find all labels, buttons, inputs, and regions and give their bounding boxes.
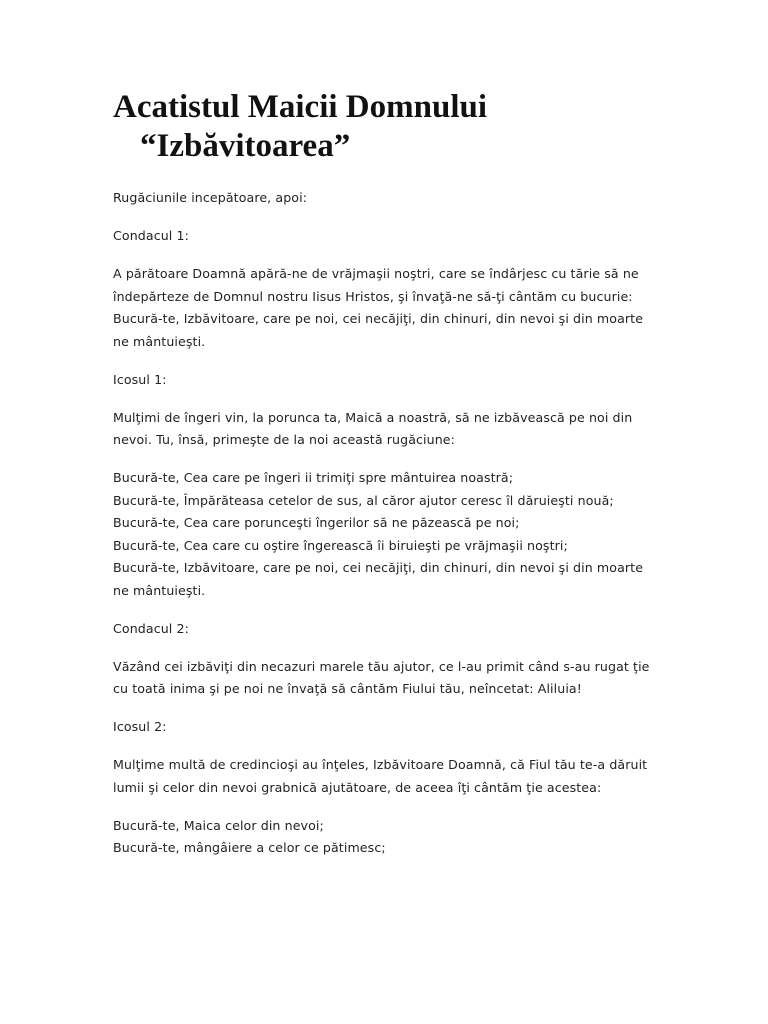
icos-2-invocations <box>113 815 658 860</box>
title-line-1: Acatistul Maicii Domnului <box>113 89 488 125</box>
condac-1-text: A părătoare Doamnă apără-ne de vrăjmaşii noştri, care se îndârjesc cu tărie să ne îndepărteze de Domnul nostru Iisus Hristos, şi învaţă-ne să-ţi cântăm cu bucurie: Bucură-te, Izbăvitoare, care pe noi, cei necăjiţi, din chinuri, din nevoi şi din moarte ne mântuieşti. <box>113 266 644 349</box>
icos-2-text: Mulţime multă de credincioşi au înţeles, Izbăvitoare Doamnă, că Fiul tău te-a dăruit lumii şi celor din nevoi grabnică ajutătoare, de aceea îţi cântăm ţie acestea: <box>113 757 648 795</box>
condac-1-heading: Condacul 1: <box>113 228 189 243</box>
condac-2-text: Văzând cei izbăviţi din necazuri marele tău ajutor, ce l-au primit când s-au rugat ţie cu toată inima şi pe noi ne învaţă să cântăm Fiului tău, neîncetat: Aliluia! <box>113 658 650 696</box>
invocation-line: Bucură-te, Cea care pe îngeri ii trimiţi spre mântuirea noastră; <box>113 470 514 485</box>
intro-paragraph: Rugăciunile incepătoare, apoi: <box>113 190 308 205</box>
document-title <box>113 88 658 166</box>
icos-1-text: Mulţimi de îngeri vin, la porunca ta, Maică a noastră, să ne izbăvească pe noi din nevoi. Tu, însă, primeşte de la noi această rugăciune: <box>113 409 633 447</box>
icos-1-invocations <box>113 467 658 602</box>
invocation-line: Bucură-te, Izbăvitoare, care pe noi, cei necăjiţi, din chinuri, din nevoi şi din moarte ne mântuieşti. <box>113 560 644 598</box>
icos-1-heading: Icosul 1: <box>113 371 167 387</box>
icos-2-heading: Icosul 2: <box>113 719 167 734</box>
invocation-line: Bucură-te, Cea care porunceşti îngerilor să ne păzească pe noi; <box>113 515 520 530</box>
invocation-line: Bucură-te, Cea care cu oştire îngerească îi biruieşti pe vrăjmaşii noştri; <box>113 537 568 553</box>
title-line-2: “Izbăvitoarea” <box>140 128 351 164</box>
condac-2-heading: Condacul 2: <box>113 620 189 636</box>
invocation-line: Bucură-te, Maica celor din nevoi; <box>113 817 324 833</box>
document-body <box>113 187 658 860</box>
invocation-line: Bucură-te, mângâiere a celor ce pătimesc; <box>113 840 386 855</box>
document-page <box>113 88 658 860</box>
invocation-line: Bucură-te, Împărăteasa cetelor de sus, al căror ajutor ceresc îl dăruieşti nouă; <box>113 492 614 508</box>
